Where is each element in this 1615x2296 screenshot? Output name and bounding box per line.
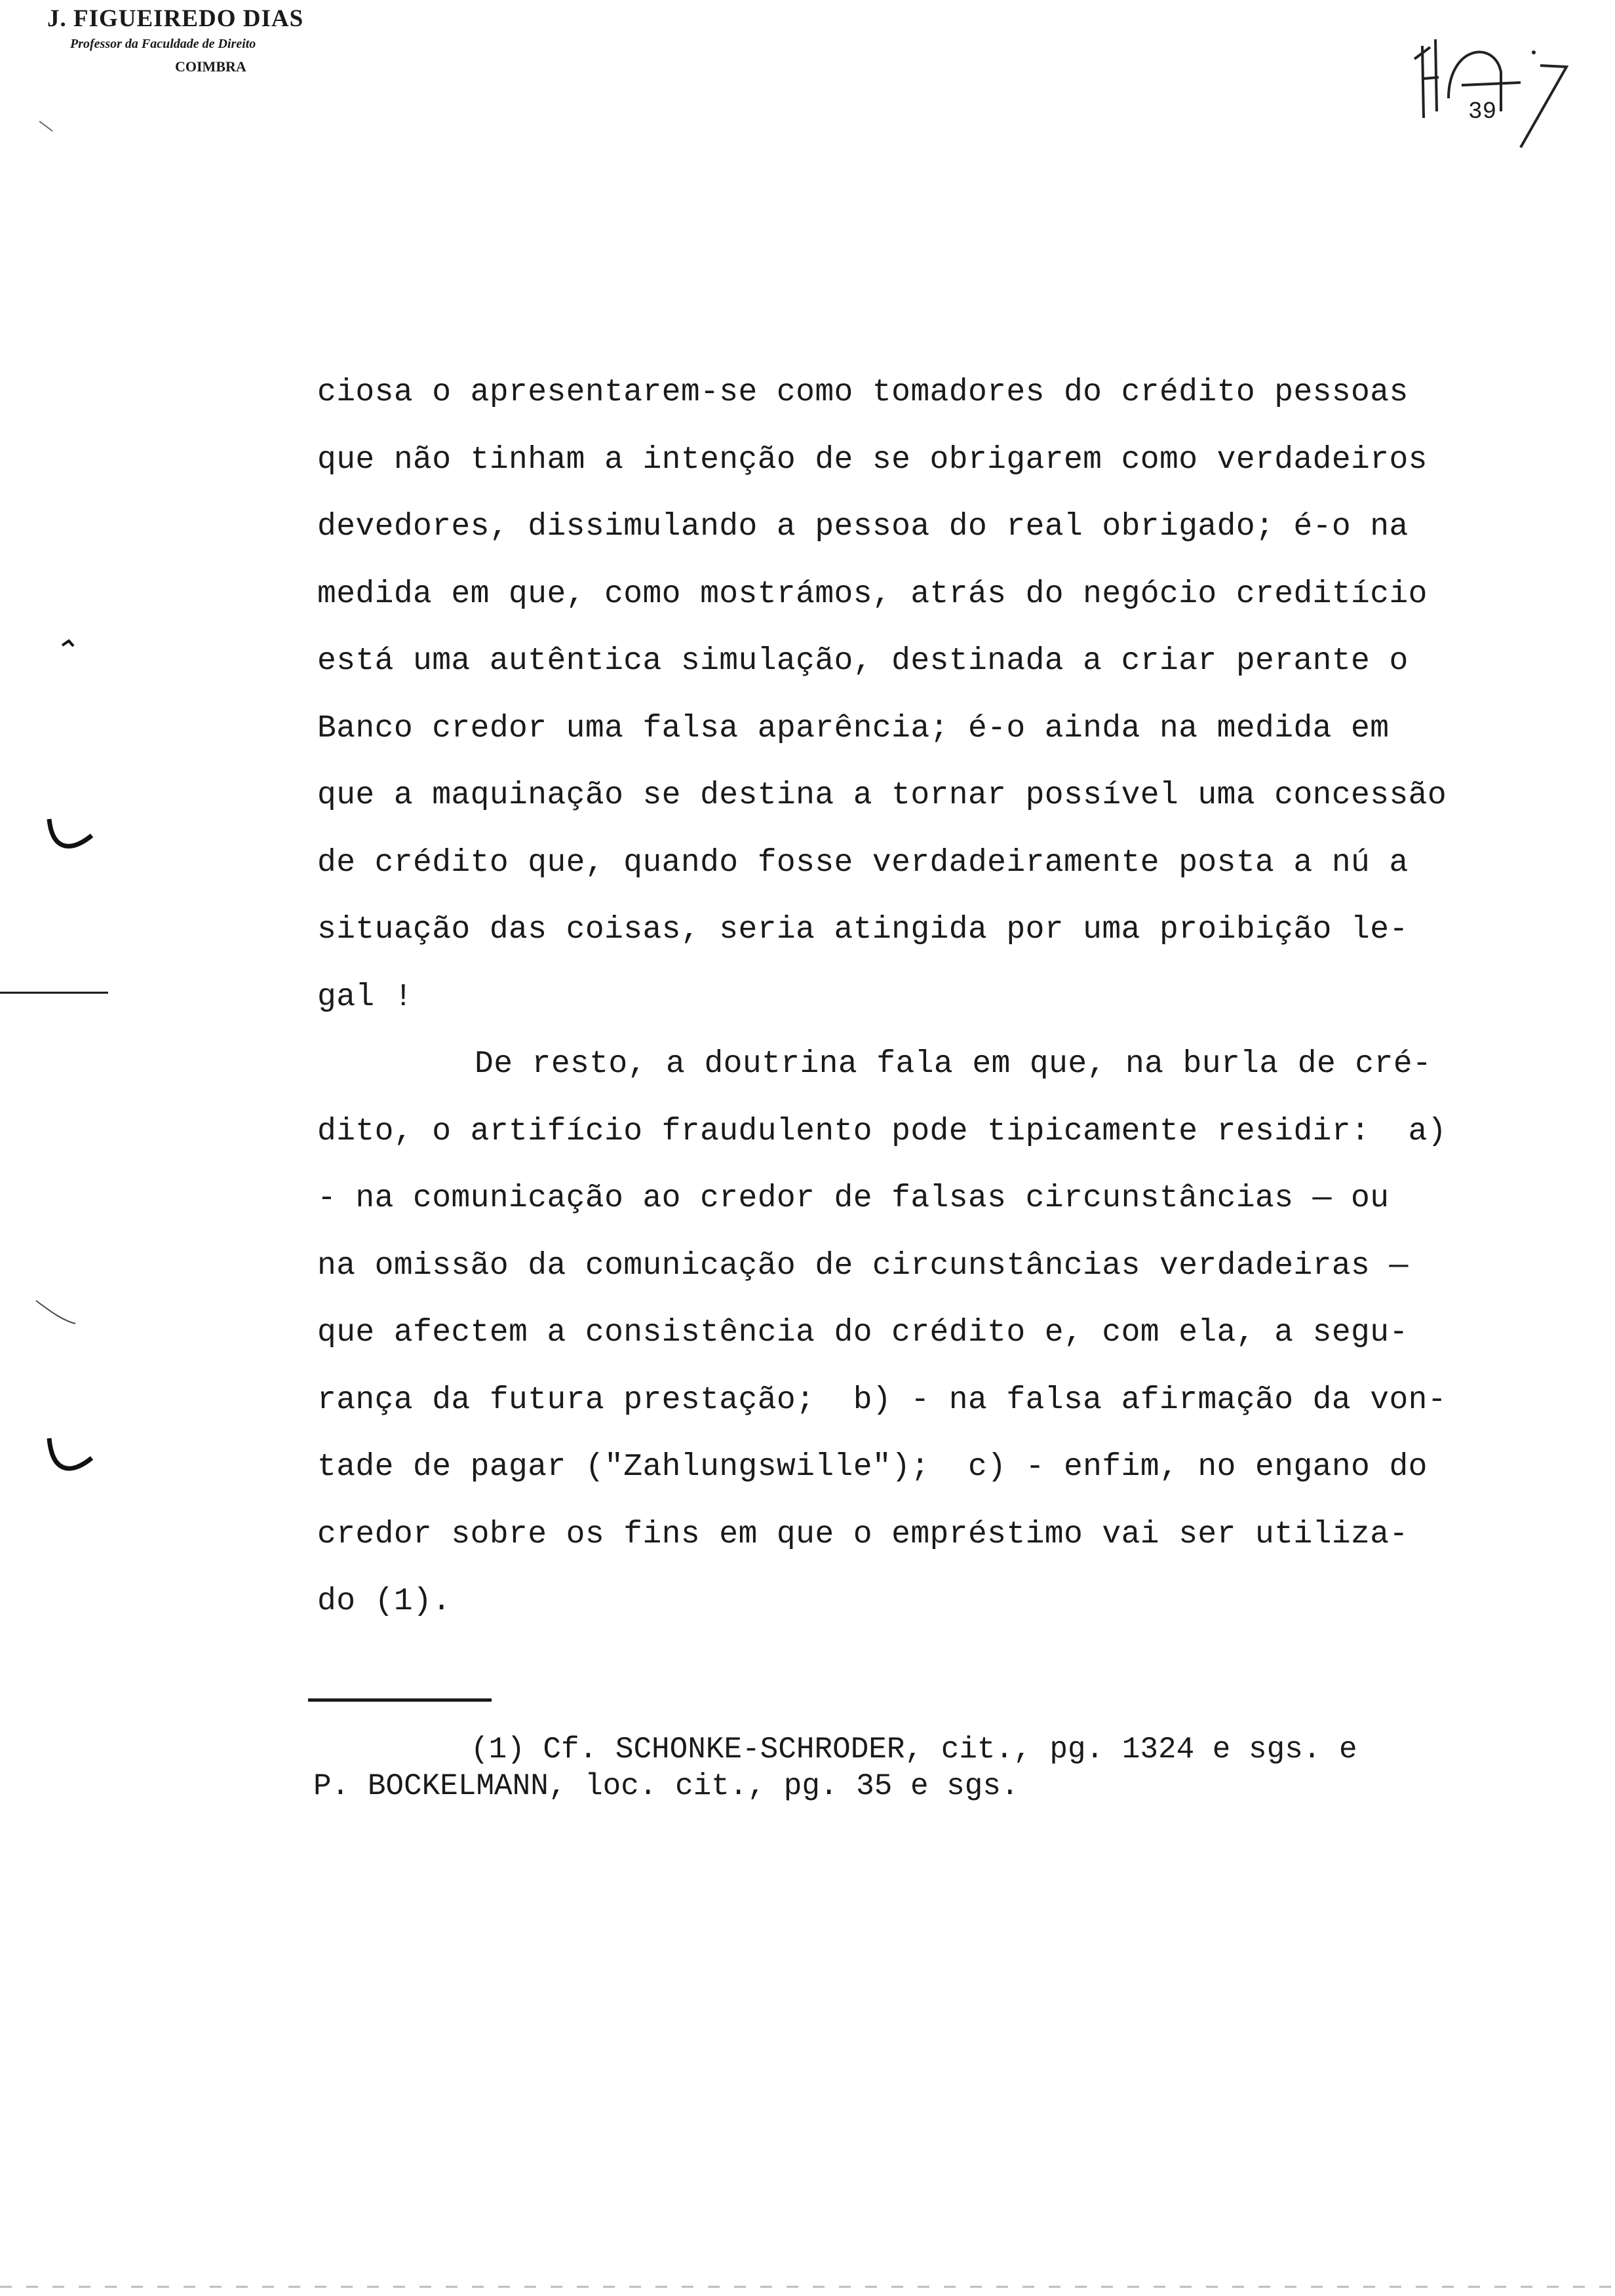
body-line: dito, o artifício fraudulento pode tipicamente residir: a) — [317, 1113, 1447, 1149]
letterhead-title: Professor da Faculdade de Direito — [70, 37, 256, 51]
body-line: rança da futura prestação; b) - na falsa afirmação da von- — [317, 1382, 1447, 1418]
hole-punch-mark-lower — [49, 1438, 92, 1468]
body-line: gal ! — [317, 979, 414, 1015]
body-line: que a maquinação se destina a tornar possível uma concessão — [317, 778, 1447, 813]
letterhead-name: J. FIGUEIREDO DIAS — [47, 5, 304, 32]
body-line: Banco credor uma falsa aparência; é-o ainda na medida em — [317, 710, 1390, 746]
footnote-divider — [308, 1698, 492, 1702]
page-number: 39 — [1468, 98, 1497, 125]
stray-mark — [62, 641, 73, 646]
body-line: medida em que, como mostrámos, atrás do negócio creditício — [317, 576, 1428, 612]
stray-mark — [36, 1301, 75, 1324]
body-line: que não tinham a intenção de se obrigarem como verdadeiros — [317, 442, 1428, 478]
body-line: situação das coisas, seria atingida por uma proibição le- — [317, 912, 1409, 947]
footnote-line: (1) Cf. SCHONKE-SCHRODER, cit., pg. 1324 e sgs. e — [471, 1732, 1357, 1767]
body-line: de crédito que, quando fosse verdadeiramente posta a nú a — [317, 845, 1409, 881]
letterhead — [41, 4, 408, 80]
body-text — [317, 359, 1510, 1636]
body-line: na omissão da comunicação de circunstâncias verdadeiras — — [317, 1248, 1409, 1284]
handwritten-initials-mark — [1409, 20, 1580, 151]
body-line: do (1). — [317, 1584, 452, 1619]
letterhead-city: COIMBRA — [175, 58, 246, 75]
footnote — [313, 1731, 1506, 1805]
hole-punch-mark-upper — [49, 819, 92, 846]
body-line: ciosa o apresentarem-se como tomadores do crédito pessoas — [317, 375, 1409, 410]
body-line: que afectem a consistência do crédito e, com ela, a segu- — [317, 1315, 1409, 1350]
body-line: devedores, dissimulando a pessoa do real obrigado; é-o na — [317, 509, 1409, 545]
body-line: credor sobre os fins em que o empréstimo vai ser utiliza- — [317, 1516, 1409, 1552]
body-line: - na comunicação ao credor de falsas circunstâncias — ou — [317, 1181, 1390, 1216]
body-line-paragraph-start: De resto, a doutrina fala em que, na burla de cré- — [475, 1046, 1432, 1082]
stray-mark — [39, 121, 52, 131]
body-line: está uma autêntica simulação, destinada a criar perante o — [317, 643, 1409, 679]
body-line: tade de pagar ("Zahlungswille"); c) - enfim, no engano do — [317, 1449, 1428, 1485]
footnote-line: P. BOCKELMANN, loc. cit., pg. 35 e sgs. — [313, 1769, 1019, 1803]
